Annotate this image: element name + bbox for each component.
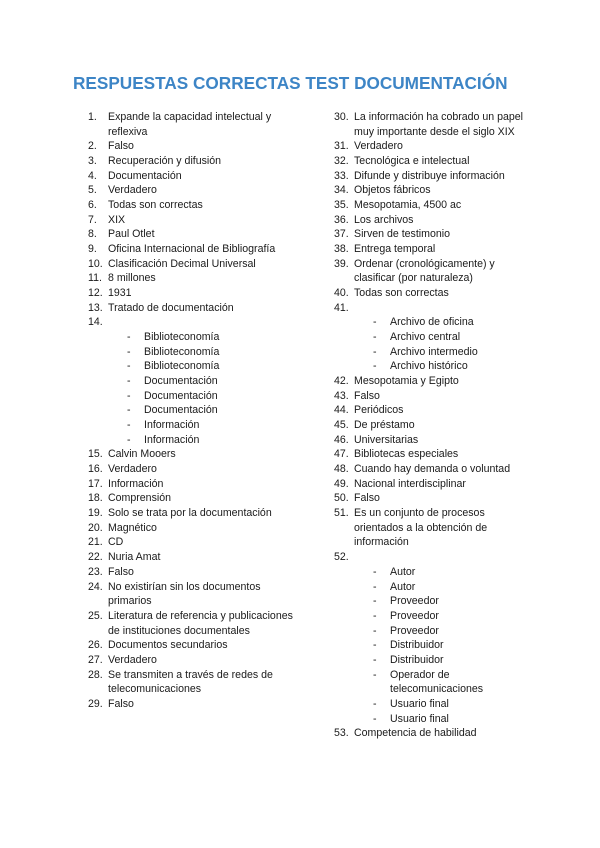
dash-bullet-icon: - (127, 389, 131, 402)
list-item (334, 110, 534, 139)
item-answer: CD (108, 536, 124, 549)
list-item (334, 213, 534, 228)
list-item (88, 550, 298, 565)
item-answer: No existirían sin los documentos primarios (108, 580, 261, 608)
item-answer: Todas son correctas (108, 199, 203, 212)
list-item (88, 110, 298, 139)
dash-bullet-icon: - (127, 331, 131, 344)
list-item (88, 213, 298, 228)
list-item (88, 668, 298, 697)
item-number: 5. (88, 184, 97, 197)
item-answer: Calvin Mooers (108, 448, 176, 461)
item-number: 25. (88, 609, 103, 622)
item-answer: Objetos fábricos (354, 184, 431, 197)
list-item (334, 403, 534, 418)
list-item (88, 227, 298, 242)
sub-list-item (88, 389, 298, 404)
item-number: 34. (334, 184, 349, 197)
item-number: 26. (88, 639, 103, 652)
sub-list-item (334, 330, 534, 345)
dash-bullet-icon: - (127, 345, 131, 358)
item-number: 39. (334, 257, 349, 270)
item-number: 43. (334, 389, 349, 402)
list-item (334, 257, 534, 286)
list-item (88, 301, 298, 316)
list-item (334, 418, 534, 433)
list-item (88, 169, 298, 184)
dash-bullet-icon: - (127, 419, 131, 432)
sub-item-answer: Biblioteconomía (144, 331, 220, 344)
item-answer: Universitarias (354, 433, 419, 446)
item-answer: Falso (108, 697, 134, 710)
sub-item-answer: Proveedor (390, 624, 439, 637)
sub-item-answer: Documentación (144, 404, 218, 417)
item-number: 50. (334, 492, 349, 505)
item-number: 22. (88, 551, 103, 564)
item-answer: Expande la capacidad intelectual y reflexiva (108, 111, 272, 138)
item-answer: Verdadero (108, 184, 157, 197)
sub-list-item (334, 359, 534, 374)
list-item (88, 477, 298, 492)
sub-list-item (88, 330, 298, 345)
list-item (334, 726, 534, 741)
item-answer: Nacional interdisciplinar (354, 477, 466, 490)
item-answer: Entrega temporal (354, 243, 436, 256)
list-item (334, 462, 534, 477)
item-number: 23. (88, 565, 103, 578)
sub-item-answer: Distribuidor (390, 639, 444, 652)
list-item (88, 638, 298, 653)
item-answer: Todas son correctas (354, 287, 449, 300)
list-item (88, 521, 298, 536)
list-item (334, 447, 534, 462)
sub-item-answer: Proveedor (390, 609, 439, 622)
dash-bullet-icon: - (373, 565, 377, 578)
list-item (334, 433, 534, 448)
item-answer: Solo se trata por la documentación (108, 507, 272, 520)
item-answer: Clasificación Decimal Universal (108, 257, 256, 270)
item-answer: Verdadero (354, 140, 403, 153)
list-item (334, 389, 534, 404)
item-answer: Literatura de referencia y publicaciones de instituciones documentales (108, 609, 293, 637)
item-answer: Falso (354, 389, 380, 402)
dash-bullet-icon: - (373, 712, 377, 725)
item-number: 44. (334, 404, 349, 417)
list-item (334, 550, 534, 565)
list-item (88, 535, 298, 550)
sub-item-answer: Archivo intermedio (390, 345, 478, 358)
item-number: 4. (88, 169, 97, 182)
dash-bullet-icon: - (127, 404, 131, 417)
answers-list-right (334, 110, 534, 741)
dash-bullet-icon: - (373, 580, 377, 593)
item-number: 52. (334, 551, 349, 564)
item-number: 20. (88, 521, 103, 534)
sub-list-item (334, 697, 534, 712)
item-number: 40. (334, 287, 349, 300)
item-answer: 8 millones (108, 272, 156, 285)
sub-item-answer: Usuario final (390, 697, 449, 710)
item-answer: Periódicos (354, 404, 404, 417)
sub-list-item (334, 315, 534, 330)
item-number: 14. (88, 316, 103, 329)
item-number: 37. (334, 228, 349, 241)
sub-list-item (88, 359, 298, 374)
sub-item-answer: Archivo de oficina (390, 316, 474, 329)
list-item (334, 198, 534, 213)
item-answer: De préstamo (354, 419, 415, 432)
list-item (334, 301, 534, 316)
item-number: 51. (334, 507, 349, 520)
sub-list-item (334, 638, 534, 653)
dash-bullet-icon: - (373, 609, 377, 622)
dash-bullet-icon: - (127, 360, 131, 373)
item-answer: Bibliotecas especiales (354, 448, 459, 461)
list-item (88, 565, 298, 580)
item-answer: Tecnológica e intelectual (354, 155, 470, 168)
item-number: 30. (334, 111, 349, 123)
sub-item-answer: Usuario final (390, 712, 449, 725)
item-number: 18. (88, 492, 103, 505)
sub-list-item (334, 712, 534, 727)
item-number: 35. (334, 199, 349, 212)
dash-bullet-icon: - (373, 345, 377, 358)
sub-list-item (334, 653, 534, 668)
item-number: 32. (334, 155, 349, 168)
item-answer: Falso (354, 492, 380, 505)
sub-item-answer: Biblioteconomía (144, 360, 220, 373)
sub-item-answer: Operador de telecomunicaciones (390, 668, 484, 696)
sub-list-item (334, 345, 534, 360)
sub-item-answer: Autor (390, 565, 416, 578)
sub-item-answer: Documentación (144, 375, 218, 388)
list-item (334, 491, 534, 506)
item-number: 19. (88, 507, 103, 520)
sub-list-item (88, 374, 298, 389)
item-number: 7. (88, 213, 97, 226)
item-number: 47. (334, 448, 349, 461)
item-answer: Información (108, 477, 164, 490)
item-number: 17. (88, 477, 103, 490)
item-answer: Oficina Internacional de Bibliografía (108, 243, 276, 256)
item-number: 36. (334, 213, 349, 226)
sub-list-item (88, 418, 298, 433)
list-item (334, 139, 534, 154)
list-item (88, 198, 298, 213)
dash-bullet-icon: - (373, 595, 377, 608)
sub-list-item (88, 433, 298, 448)
item-number: 49. (334, 477, 349, 490)
list-item (334, 227, 534, 242)
item-number: 41. (334, 301, 349, 314)
list-item (334, 154, 534, 169)
item-answer: Los archivos (354, 213, 414, 226)
list-item (334, 169, 534, 184)
dash-bullet-icon: - (127, 375, 131, 388)
dash-bullet-icon: - (373, 653, 377, 666)
item-number: 45. (334, 419, 349, 432)
item-answer: Paul Otlet (108, 228, 155, 241)
list-item (88, 447, 298, 462)
item-number: 24. (88, 580, 103, 593)
item-number: 33. (334, 169, 349, 182)
list-item (88, 139, 298, 154)
sub-item-answer: Autor (390, 580, 416, 593)
item-answer: Falso (108, 140, 134, 153)
item-number: 10. (88, 257, 103, 270)
item-answer: Ordenar (cronológicamente) y clasificar (por naturaleza) (354, 257, 495, 285)
item-answer: Mesopotamia, 4500 ac (354, 199, 462, 212)
sub-list-item (88, 345, 298, 360)
item-answer: Competencia de habilidad (354, 727, 477, 740)
item-number: 9. (88, 243, 97, 256)
list-item (88, 580, 298, 609)
item-answer: Documentos secundarios (108, 639, 228, 652)
item-number: 27. (88, 653, 103, 666)
sub-list-item (334, 668, 534, 697)
sub-list-item (334, 609, 534, 624)
sub-list-item (334, 624, 534, 639)
sub-item-answer: Documentación (144, 389, 218, 402)
sub-item-answer: Información (144, 419, 200, 432)
dash-bullet-icon: - (373, 624, 377, 637)
list-item (334, 242, 534, 257)
dash-bullet-icon: - (373, 668, 377, 681)
sub-item-answer: Biblioteconomía (144, 345, 220, 358)
list-item (88, 506, 298, 521)
item-answer: Es un conjunto de procesos orientados a la obtención de información (354, 507, 488, 549)
sub-list-item (334, 565, 534, 580)
item-number: 12. (88, 287, 103, 300)
item-answer: La información ha cobrado un papel muy importante desde el siglo XIX (354, 111, 524, 138)
item-number: 2. (88, 140, 97, 153)
item-answer: Sirven de testimonio (354, 228, 450, 241)
item-answer: Difunde y distribuye información (354, 169, 505, 182)
item-answer: Se transmiten a través de redes de telecomunicaciones (108, 668, 273, 696)
sub-item-answer: Archivo histórico (390, 360, 468, 373)
item-number: 1. (88, 111, 97, 123)
list-item (334, 506, 534, 550)
item-number: 29. (88, 697, 103, 710)
list-item (88, 257, 298, 272)
sub-item-answer: Proveedor (390, 595, 439, 608)
dash-bullet-icon: - (373, 697, 377, 710)
sub-item-answer: Información (144, 433, 200, 446)
item-number: 13. (88, 301, 103, 314)
list-item (88, 609, 298, 638)
item-number: 31. (334, 140, 349, 153)
item-answer: Verdadero (108, 463, 157, 476)
item-number: 21. (88, 536, 103, 549)
list-item (88, 271, 298, 286)
sub-list-item (334, 580, 534, 595)
item-number: 11. (88, 272, 102, 285)
list-item (334, 374, 534, 389)
item-answer: Cuando hay demanda o voluntad (354, 463, 511, 476)
item-number: 46. (334, 433, 349, 446)
item-answer: Comprensión (108, 492, 172, 505)
item-answer: Tratado de documentación (108, 301, 234, 314)
item-answer: Magnético (108, 521, 157, 534)
sub-item-answer: Archivo central (390, 331, 461, 344)
item-number: 3. (88, 155, 97, 168)
item-answer: Recuperación y difusión (108, 155, 222, 168)
sub-list-item (334, 594, 534, 609)
list-item (88, 462, 298, 477)
list-item (88, 697, 298, 712)
item-answer: Verdadero (108, 653, 157, 666)
item-number: 15. (88, 448, 103, 461)
item-number: 6. (88, 199, 97, 212)
item-answer: XIX (108, 213, 126, 226)
item-answer: Falso (108, 565, 134, 578)
item-number: 53. (334, 727, 349, 740)
list-item (334, 286, 534, 301)
list-item (88, 315, 298, 330)
dash-bullet-icon: - (373, 331, 377, 344)
item-number: 38. (334, 243, 349, 256)
item-number: 48. (334, 463, 349, 476)
list-item (88, 242, 298, 257)
list-item (88, 286, 298, 301)
sub-item-answer: Distribuidor (390, 653, 444, 666)
item-answer: 1931 (108, 287, 132, 300)
dash-bullet-icon: - (373, 316, 377, 329)
list-item (88, 154, 298, 169)
answers-list-left (88, 110, 298, 712)
item-answer: Mesopotamia y Egipto (354, 375, 459, 388)
list-item (88, 183, 298, 198)
list-item (88, 491, 298, 506)
page-title: RESPUESTAS CORRECTAS TEST DOCUMENTACIÓN (73, 73, 508, 93)
list-item (88, 653, 298, 668)
item-number: 16. (88, 463, 103, 476)
item-answer: Nuria Amat (108, 551, 161, 564)
item-number: 8. (88, 228, 97, 241)
item-number: 28. (88, 668, 103, 681)
item-number: 42. (334, 375, 349, 388)
list-item (334, 477, 534, 492)
item-answer: Documentación (108, 169, 182, 182)
sub-list-item (88, 403, 298, 418)
dash-bullet-icon: - (127, 433, 131, 446)
dash-bullet-icon: - (373, 360, 377, 373)
dash-bullet-icon: - (373, 639, 377, 652)
list-item (334, 183, 534, 198)
